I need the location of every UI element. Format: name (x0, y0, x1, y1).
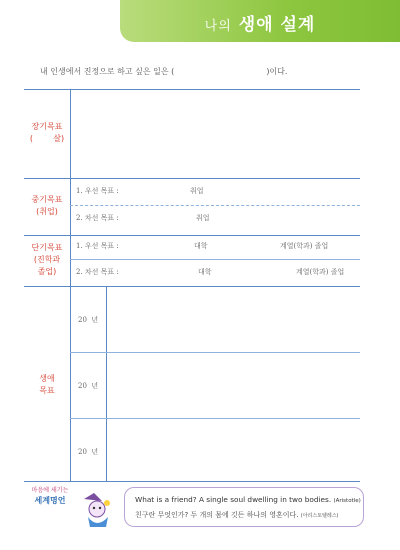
intro-sentence (40, 66, 287, 77)
label-line: 목표 (39, 386, 55, 395)
short-goal2-note[interactable]: 계열(학과) 졸업 (296, 268, 345, 276)
quote-bubble (124, 487, 364, 527)
quote-korean (135, 510, 338, 520)
quote-ko-text: 친구란 무엇인가? 두 개의 몸에 깃든 하나의 영혼이다. (135, 511, 299, 519)
short-goal1-note[interactable]: 계열(학과) 졸업 (280, 242, 329, 250)
life-goal-field[interactable] (107, 353, 360, 418)
long-term-label (24, 121, 70, 145)
row-divider (24, 235, 360, 236)
label-line: 생애 (39, 374, 55, 383)
life-goal-field[interactable] (107, 287, 360, 352)
mid-goal1-label: 1. 우선 목표 : (76, 187, 119, 195)
short-goal2-value[interactable]: 대학 (198, 268, 212, 276)
intro-after: )이다. (266, 67, 288, 76)
short-goal1-value[interactable]: 대학 (194, 242, 208, 250)
intro-before: 내 인생에서 진정으로 하고 싶은 일은 ( (40, 67, 175, 76)
life-goal-field[interactable] (107, 419, 360, 481)
logo-small-text: 마음에 새기는 (31, 487, 69, 494)
logo-big-text: 세계명언 (34, 496, 66, 505)
label-line: (진학과 (33, 255, 61, 264)
label-line: 중기목표 (31, 195, 63, 204)
label-line: 장기목표 (31, 122, 63, 131)
label-line: ( 살) (29, 134, 65, 143)
short-goal1-label: 1. 우선 목표 : (76, 242, 119, 250)
quote-en-text: What is a friend? A single soul dwelling in two bodies. (135, 495, 332, 504)
quote-logo (20, 486, 80, 506)
quote-en-source: (Aristotle) (333, 498, 361, 504)
short-goal2-label: 2. 차선 목표 : (76, 268, 119, 276)
title-banner (120, 0, 400, 42)
label-line: (취업) (36, 207, 58, 216)
title-prefix: 나의 (204, 19, 232, 34)
label-line: 졸업) (37, 267, 57, 276)
life-plan-table (24, 89, 360, 482)
quote-ko-source: (아리스토텔레스) (300, 513, 339, 519)
goal-divider (70, 205, 360, 206)
quote-english (135, 495, 361, 504)
long-term-field[interactable] (71, 90, 360, 178)
mid-goal2-label: 2. 차선 목표 : (76, 214, 119, 222)
mid-goal2-value[interactable]: 취업 (196, 214, 210, 222)
character-illustration (80, 491, 114, 531)
goal-divider (70, 259, 360, 260)
mid-term-label (24, 194, 70, 218)
page-title (120, 10, 400, 35)
row-divider (24, 178, 360, 179)
life-goal-label (24, 373, 70, 397)
mid-goal1-value[interactable]: 취업 (190, 187, 204, 195)
year-label: 20 년 (78, 448, 99, 456)
year-label: 20 년 (78, 316, 99, 324)
short-term-label (24, 242, 70, 278)
title-main: 생애 설계 (238, 15, 316, 35)
label-line: 단기목표 (31, 243, 63, 252)
year-label: 20 년 (78, 382, 99, 390)
